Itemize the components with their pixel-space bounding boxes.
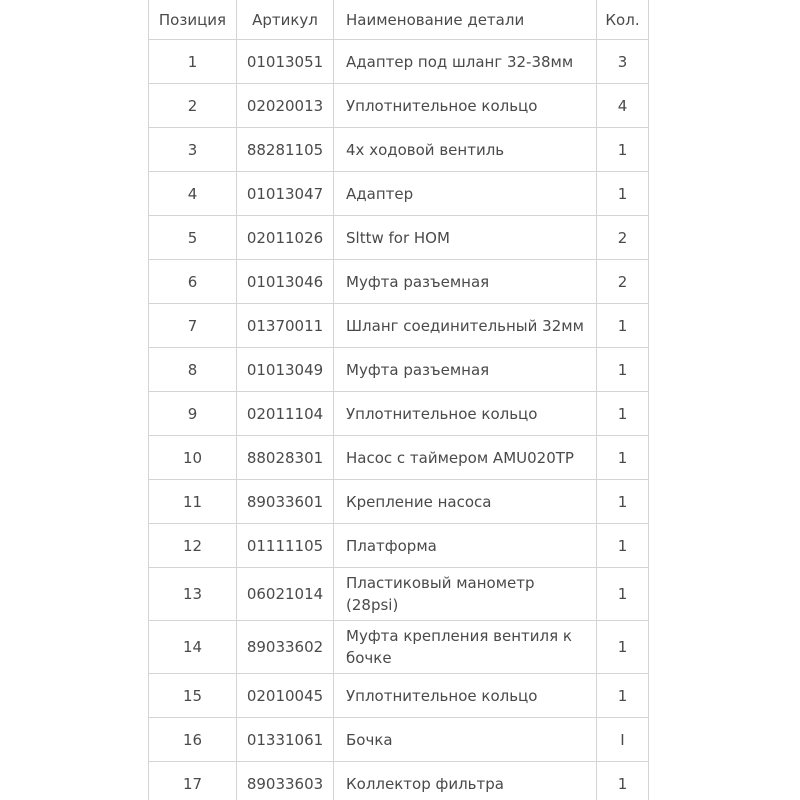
cell-position: 5	[149, 216, 237, 260]
cell-qty: 1	[597, 621, 649, 674]
header-article: Артикул	[237, 0, 334, 40]
cell-qty: 3	[597, 40, 649, 84]
cell-name: Коллектор фильтра	[334, 762, 597, 800]
cell-qty: 1	[597, 762, 649, 800]
cell-position: 2	[149, 84, 237, 128]
cell-position: 6	[149, 260, 237, 304]
table-row	[149, 480, 649, 524]
table-row	[149, 172, 649, 216]
cell-article: 02020013	[237, 84, 334, 128]
cell-article: 01111105	[237, 524, 334, 568]
cell-article: 01013046	[237, 260, 334, 304]
cell-name: Уплотнительное кольцо	[334, 674, 597, 718]
cell-name: 4х ходовой вентиль	[334, 128, 597, 172]
cell-position: 4	[149, 172, 237, 216]
cell-article: 02010045	[237, 674, 334, 718]
cell-qty: I	[597, 718, 649, 762]
cell-name: Адаптер под шланг 32-38мм	[334, 40, 597, 84]
table-row	[149, 718, 649, 762]
table-row	[149, 436, 649, 480]
table-row	[149, 84, 649, 128]
cell-article: 01013047	[237, 172, 334, 216]
cell-position: 13	[149, 568, 237, 621]
table-row	[149, 621, 649, 674]
table-row	[149, 304, 649, 348]
cell-qty: 4	[597, 84, 649, 128]
cell-name: Муфта разъемная	[334, 260, 597, 304]
cell-name: Бочка	[334, 718, 597, 762]
header-name: Наименование детали	[334, 0, 597, 40]
cell-position: 3	[149, 128, 237, 172]
cell-position: 10	[149, 436, 237, 480]
cell-name: Насос с таймером AMU020TP	[334, 436, 597, 480]
cell-qty: 2	[597, 260, 649, 304]
table-row	[149, 260, 649, 304]
header-position: Позиция	[149, 0, 237, 40]
cell-name: Slttw for HOM	[334, 216, 597, 260]
cell-qty: 1	[597, 392, 649, 436]
cell-article: 89033602	[237, 621, 334, 674]
cell-qty: 1	[597, 304, 649, 348]
cell-qty: 1	[597, 674, 649, 718]
table-row	[149, 128, 649, 172]
parts-table-body	[149, 40, 649, 800]
cell-qty: 1	[597, 568, 649, 621]
cell-qty: 2	[597, 216, 649, 260]
cell-qty: 1	[597, 524, 649, 568]
cell-name: Пластиковый манометр (28psi)	[334, 568, 597, 621]
table-row	[149, 568, 649, 621]
parts-table-header	[149, 0, 649, 40]
cell-article: 02011026	[237, 216, 334, 260]
cell-qty: 1	[597, 436, 649, 480]
cell-name: Крепление насоса	[334, 480, 597, 524]
cell-name: Шланг соединительный 32мм	[334, 304, 597, 348]
cell-name: Платформа	[334, 524, 597, 568]
cell-article: 89033601	[237, 480, 334, 524]
cell-position: 9	[149, 392, 237, 436]
cell-article: 02011104	[237, 392, 334, 436]
cell-article: 88028301	[237, 436, 334, 480]
cell-qty: 1	[597, 172, 649, 216]
parts-table	[148, 0, 649, 800]
cell-qty: 1	[597, 128, 649, 172]
table-row	[149, 216, 649, 260]
cell-name: Муфта разъемная	[334, 348, 597, 392]
cell-position: 11	[149, 480, 237, 524]
table-row	[149, 762, 649, 800]
cell-name: Муфта крепления вентиля к бочке	[334, 621, 597, 674]
cell-position: 8	[149, 348, 237, 392]
cell-name: Уплотнительное кольцо	[334, 84, 597, 128]
cell-article: 01370011	[237, 304, 334, 348]
cell-position: 15	[149, 674, 237, 718]
cell-position: 14	[149, 621, 237, 674]
cell-article: 88281105	[237, 128, 334, 172]
table-row	[149, 40, 649, 84]
cell-position: 1	[149, 40, 237, 84]
table-row	[149, 674, 649, 718]
cell-article: 01331061	[237, 718, 334, 762]
cell-position: 17	[149, 762, 237, 800]
header-qty: Кол.	[597, 0, 649, 40]
cell-position: 7	[149, 304, 237, 348]
cell-article: 01013051	[237, 40, 334, 84]
cell-name: Уплотнительное кольцо	[334, 392, 597, 436]
cell-article: 89033603	[237, 762, 334, 800]
table-row	[149, 524, 649, 568]
header-row	[149, 0, 649, 40]
cell-qty: 1	[597, 348, 649, 392]
cell-position: 12	[149, 524, 237, 568]
cell-name: Адаптер	[334, 172, 597, 216]
cell-article: 01013049	[237, 348, 334, 392]
cell-qty: 1	[597, 480, 649, 524]
table-row	[149, 348, 649, 392]
cell-position: 16	[149, 718, 237, 762]
cell-article: 06021014	[237, 568, 334, 621]
table-row	[149, 392, 649, 436]
